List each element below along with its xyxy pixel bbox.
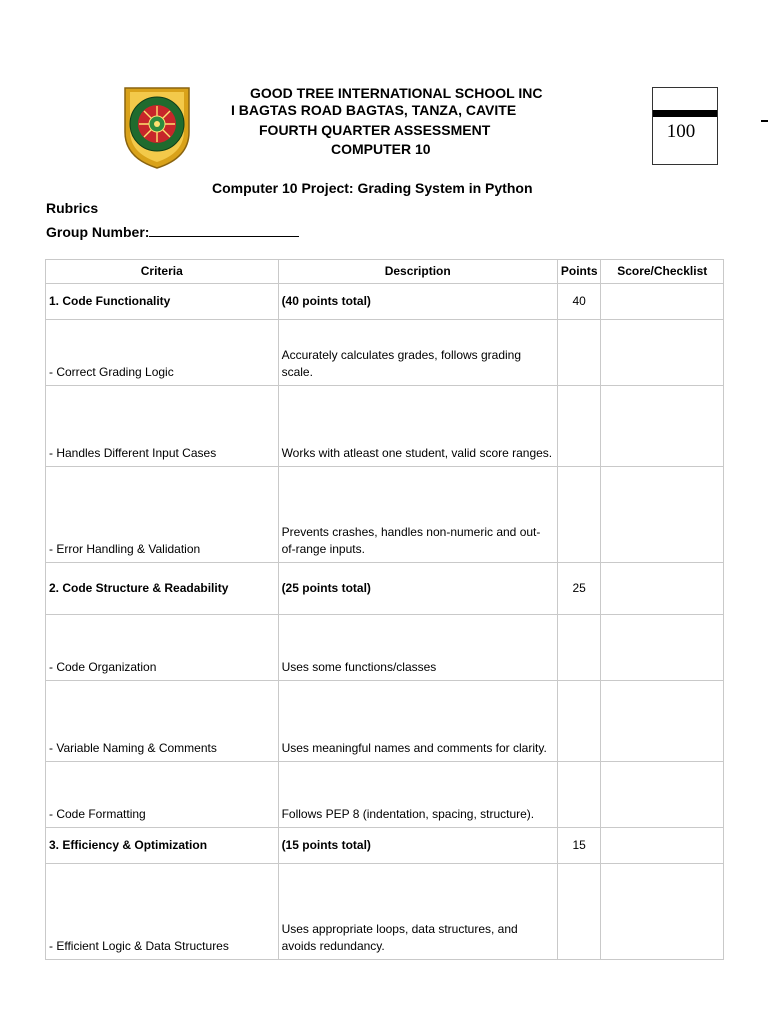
criteria-cell: 3. Efficiency & Optimization [46, 828, 279, 864]
points-cell: 15 [557, 828, 601, 864]
score-cell [601, 284, 724, 320]
table-header-row [46, 260, 724, 284]
points-cell: 25 [557, 563, 601, 615]
description-cell: Works with atleast one student, valid score ranges. [278, 386, 557, 467]
score-cell [601, 320, 724, 386]
table-row [46, 467, 724, 563]
group-number-label: Group Number: [46, 224, 150, 240]
table-row [46, 284, 724, 320]
criteria-cell: - Error Handling & Validation [46, 467, 279, 563]
table-row [46, 320, 724, 386]
score-cell [601, 681, 724, 762]
table-row [46, 615, 724, 681]
description-cell: Prevents crashes, handles non-numeric and out-of-range inputs. [278, 467, 557, 563]
criteria-cell: 2. Code Structure & Readability [46, 563, 279, 615]
edge-dash [761, 120, 768, 122]
table-row [46, 563, 724, 615]
score-cell [601, 864, 724, 960]
description-cell: Follows PEP 8 (indentation, spacing, structure). [278, 762, 557, 828]
score-divider [653, 110, 717, 117]
score-cell [601, 386, 724, 467]
points-cell [557, 762, 601, 828]
criteria-cell: - Handles Different Input Cases [46, 386, 279, 467]
points-cell [557, 681, 601, 762]
score-cell [601, 467, 724, 563]
criteria-cell: - Code Formatting [46, 762, 279, 828]
school-address: I BAGTAS ROAD BAGTAS, TANZA, CAVITE [231, 102, 517, 118]
table-row [46, 681, 724, 762]
table-row [46, 828, 724, 864]
header-criteria: Criteria [46, 260, 279, 284]
table-row [46, 386, 724, 467]
description-cell: (25 points total) [278, 563, 557, 615]
points-cell [557, 864, 601, 960]
points-cell [557, 386, 601, 467]
header-points: Points [557, 260, 601, 284]
score-cell [601, 563, 724, 615]
school-seal-icon [119, 84, 195, 170]
header-score: Score/Checklist [601, 260, 724, 284]
group-number-blank [149, 222, 299, 237]
criteria-cell: - Correct Grading Logic [46, 320, 279, 386]
score-cell [601, 762, 724, 828]
description-cell: (40 points total) [278, 284, 557, 320]
points-cell [557, 467, 601, 563]
points-cell: 40 [557, 284, 601, 320]
rubric-table [45, 259, 724, 960]
group-number-field [46, 222, 299, 240]
criteria-cell: - Code Organization [46, 615, 279, 681]
criteria-cell: - Efficient Logic & Data Structures [46, 864, 279, 960]
criteria-cell: - Variable Naming & Comments [46, 681, 279, 762]
assessment-title: FOURTH QUARTER ASSESSMENT [259, 122, 491, 138]
total-score-value: 100 [666, 121, 696, 142]
header-description: Description [278, 260, 557, 284]
table-row [46, 864, 724, 960]
project-title: Computer 10 Project: Grading System in Python [212, 180, 533, 196]
school-name: GOOD TREE INTERNATIONAL SCHOOL INC [250, 85, 543, 101]
rubrics-label: Rubrics [46, 200, 99, 216]
criteria-cell: 1. Code Functionality [46, 284, 279, 320]
table-row [46, 762, 724, 828]
score-cell [601, 615, 724, 681]
description-cell: Uses some functions/classes [278, 615, 557, 681]
subject-title: COMPUTER 10 [331, 141, 431, 157]
points-cell [557, 320, 601, 386]
description-cell: Uses meaningful names and comments for clarity. [278, 681, 557, 762]
score-cell [601, 828, 724, 864]
description-cell: Uses appropriate loops, data structures, and avoids redundancy. [278, 864, 557, 960]
description-cell: Accurately calculates grades, follows grading scale. [278, 320, 557, 386]
total-score-box [652, 87, 718, 165]
points-cell [557, 615, 601, 681]
description-cell: (15 points total) [278, 828, 557, 864]
